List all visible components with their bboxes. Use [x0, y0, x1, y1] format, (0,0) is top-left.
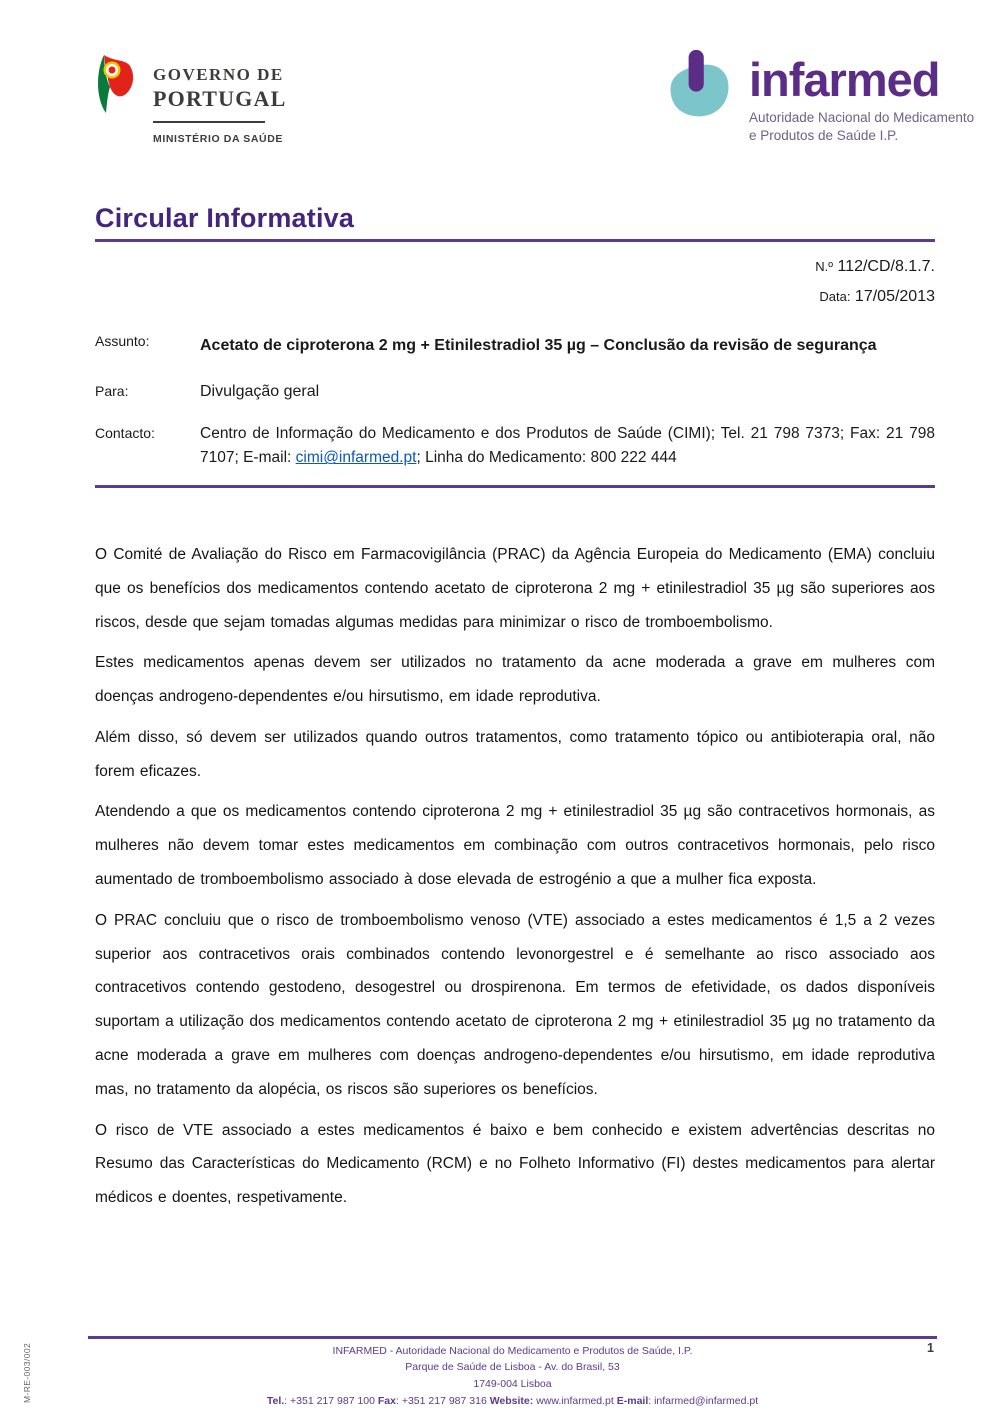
- contacto-value: [200, 422, 935, 471]
- date-value: 17/05/2013: [854, 288, 935, 305]
- gov-logo-divider: [153, 121, 265, 123]
- infarmed-subtitle-line1: Autoridade Nacional do Medicamento: [749, 110, 975, 125]
- para-label: Para:: [95, 383, 129, 399]
- footer-postal-line: 1749-004 Lisboa: [473, 1378, 552, 1391]
- body-paragraph: O Comité de Avaliação do Risco em Farmacovigilância (PRAC) da Agência Europeia do Medicamento (EMA) concluiu que os benefícios dos medicamentos contendo acetato de ciproterona 2 mg + etinilestradiol 35 µg são superiores aos riscos, desde que sejam tomadas algumas medidas para minimizar o risco de tromboembolismo.: [95, 546, 935, 631]
- footer-org-line: INFARMED - Autoridade Nacional do Medicamento e Produtos de Saúde, I.P.: [332, 1344, 693, 1357]
- footer-fax-label: Fax: [377, 1394, 396, 1407]
- gov-logo-ministry: MINISTÉRIO DA SAÚDE: [153, 133, 284, 145]
- circular-number-value: 112/CD/8.1.7.: [837, 258, 935, 275]
- footer-email-label: E-mail: [616, 1394, 649, 1407]
- page-number: 1: [927, 1341, 934, 1355]
- body-paragraph: O risco de VTE associado a estes medicamentos é baixo e bem conhecido e existem advertências descritas no Resumo das Características do Medicamento (RCM) e no Folheto Informativo (FI) destes medicamentos para alertar médicos e doentes, respetivamente.: [95, 1121, 935, 1207]
- assunto-value: Acetato de ciproterona 2 mg + Etinilestradiol 35 µg – Conclusão da revisão de segurança: [200, 337, 877, 354]
- gov-logo-line2: PORTUGAL: [153, 86, 287, 111]
- gov-portugal-logo: [95, 55, 287, 145]
- infarmed-mark-icon: [663, 48, 737, 127]
- document-side-code: M-RE-003/002: [22, 1342, 32, 1403]
- contacto-row: [95, 422, 935, 471]
- footer-website-label: Website:: [489, 1394, 534, 1407]
- footer-contacts-line: [88, 1393, 937, 1410]
- body-paragraph: O PRAC concluiu que o risco de tromboembolismo venoso (VTE) associado a estes medicamentos é 1,5 a 2 vezes superior aos contracetivos orais combinados contendo levonorgestrel e é semelhante ao risco associado aos contracetivos contendo gestodeno, desogestrel ou drospirenona. Em termos de efetividade, os dados disponíveis suportam a utilização dos medicamentos contendo acetato de ciproterona 2 mg + etinilestradiol 35 µg no tratamento da acne moderada a grave em mulheres com doenças androgeno-dependentes e/ou hirsutismo, em idade reprodutiva mas, no tratamento da alopécia, os riscos são superiores os benefícios.: [95, 911, 935, 1098]
- footer-email-value: : infarmed@infarmed.pt: [648, 1394, 759, 1407]
- infarmed-wordmark: infarmed: [749, 53, 940, 106]
- footer-address-line: Parque de Saúde de Lisboa - Av. do Brasil, 53: [405, 1361, 620, 1374]
- body-paragraph: Atendendo a que os medicamentos contendo ciproterona 2 mg + etinilestradiol 35 µg são contracetivos hormonais, as mulheres não devem tomar estes medicamentos em combinação com outros contracetivos hormonais, pelo risco aumentado de tromboembolismo associado à dose elevada de estrogénio a que a mulher fica exposta.: [95, 803, 935, 889]
- para-value: Divulgação geral: [200, 383, 320, 400]
- footer-tel-value: : +351 217 987 100: [284, 1394, 378, 1407]
- para-row: [95, 380, 935, 404]
- body-paragraph: Além disso, só devem ser utilizados quando outros tratamentos, como tratamento tópico ou antibioterapia oral, não forem eficazes.: [95, 728, 935, 780]
- portugal-flag-icon: [95, 55, 137, 118]
- cimi-email-link[interactable]: cimi@infarmed.pt: [295, 449, 417, 467]
- document-fields: [95, 330, 935, 488]
- document-meta: [95, 258, 935, 306]
- gov-logo-line1: GOVERNO DE: [153, 65, 284, 84]
- body-text: [95, 538, 935, 1222]
- footer-divider: [88, 1336, 937, 1339]
- footer-tel-label: Tel.: [266, 1394, 285, 1407]
- contacto-text-before: Centro de Informação do Medicamento e dos Produtos de Saúde (CIMI); Tel. 21 798 7373; Fax: 21 798 7107; E-mail:: [200, 425, 935, 467]
- footer: [88, 1336, 937, 1410]
- circular-number-label: N.º: [815, 259, 833, 274]
- infarmed-logo: [663, 48, 974, 145]
- assunto-row: [95, 330, 935, 362]
- infarmed-subtitle-line2: e Produtos de Saúde I.P.: [749, 128, 899, 144]
- footer-fax-value: : +351 217 987 316: [395, 1394, 490, 1407]
- contacto-label: Contacto:: [95, 425, 155, 441]
- footer-website-value: www.infarmed.pt: [533, 1394, 617, 1407]
- header-body-divider: [95, 485, 935, 488]
- body-paragraph: Estes medicamentos apenas devem ser utilizados no tratamento da acne moderada a grave em mulheres com doenças androgeno-dependentes e/ou hirsutismo, em idade reprodutiva.: [95, 654, 935, 706]
- assunto-label: Assunto:: [95, 333, 150, 349]
- date-label: Data:: [819, 289, 851, 304]
- page-title: Circular Informativa: [95, 203, 355, 233]
- title-divider: [95, 239, 935, 242]
- contacto-text-after: ; Linha do Medicamento: 800 222 444: [416, 449, 677, 467]
